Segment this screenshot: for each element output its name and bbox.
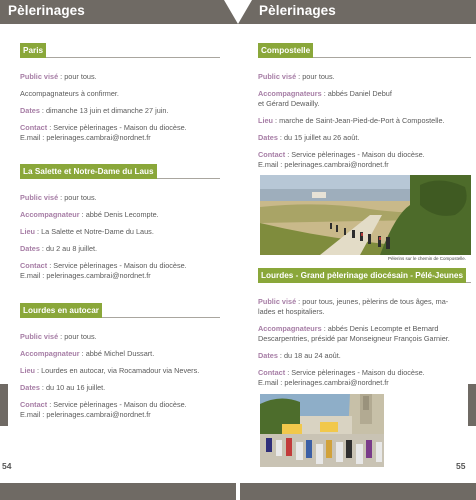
dates-key: Dates xyxy=(20,244,40,253)
contact-key: Contact xyxy=(20,400,48,409)
email-line: E.mail : pelerinages.cambrai@nordnet.fr xyxy=(258,160,389,169)
lieu-key: Lieu xyxy=(258,116,273,125)
section-heading xyxy=(20,43,220,58)
section-title: Compostelle xyxy=(258,43,313,58)
email-line: E.mail : pelerinages.cambrai@nordnet.fr xyxy=(20,410,151,419)
lourdes-procession-photo xyxy=(260,394,384,467)
accompagnateurs-key: Accompagnateurs xyxy=(258,89,322,98)
email-line: E.mail : pelerinages.cambrai@nordnet.fr xyxy=(258,378,389,387)
dates-key: Dates xyxy=(20,106,40,115)
page-number-right: 55 xyxy=(456,461,466,471)
dates-key: Dates xyxy=(258,351,278,360)
accompagnateurs-value-cont: Descarpentries, présidé par Monseigneur François Garnier. xyxy=(258,334,450,343)
public-value: : pour tous, jeunes, pèlerins de tous âges, ma- xyxy=(296,297,449,306)
email-line: E.mail : pelerinages.cambrai@nordnet.fr xyxy=(20,133,151,142)
contact-key: Contact xyxy=(20,123,48,132)
dates-value: : du 10 au 16 juillet. xyxy=(39,383,106,392)
section-title: Paris xyxy=(20,43,46,58)
left-edge-tab xyxy=(0,384,8,426)
section-body xyxy=(258,72,471,170)
lieu-value: : La Salette et Notre-Dame du Laus. xyxy=(35,227,154,236)
page-title-right: Pèlerinages xyxy=(259,3,336,18)
public-value: : pour tous. xyxy=(58,72,97,81)
section-body xyxy=(20,193,220,281)
dates-key: Dates xyxy=(20,383,40,392)
header-fold-notch xyxy=(224,0,252,24)
public-key: Public visé xyxy=(20,332,59,341)
section-heading xyxy=(258,43,471,58)
public-value-cont: lades et hospitaliers. xyxy=(258,307,325,316)
public-key: Public visé xyxy=(258,297,297,306)
accompagnateurs-value: : abbés Daniel Debuf xyxy=(321,89,392,98)
contact-value: : Service pèlerinages - Maison du diocèse. xyxy=(47,261,187,270)
lieu-key: Lieu xyxy=(20,366,35,375)
section-heading xyxy=(20,164,220,179)
contact-key: Contact xyxy=(258,150,286,159)
section-lourdes-grand-pelerinage xyxy=(258,268,471,388)
right-edge-tab xyxy=(468,384,476,426)
contact-key: Contact xyxy=(20,261,48,270)
contact-value: : Service pèlerinages - Maison du diocèse. xyxy=(47,400,187,409)
public-key: Public visé xyxy=(258,72,297,81)
section-heading xyxy=(20,303,220,318)
public-value: : pour tous. xyxy=(296,72,335,81)
accompagnateur-value: : abbé Michel Dussart. xyxy=(79,349,155,358)
dates-value: : du 15 juillet au 26 août. xyxy=(277,133,360,142)
public-key: Public visé xyxy=(20,72,59,81)
section-paris xyxy=(20,43,220,143)
accompagnateurs-line: Accompagnateurs à confirmer. xyxy=(20,89,119,98)
contact-value: : Service pèlerinages - Maison du diocèse. xyxy=(47,123,187,132)
public-key: Public visé xyxy=(20,193,59,202)
public-value: : pour tous. xyxy=(58,332,97,341)
section-body xyxy=(20,332,220,420)
email-line: E.mail : pelerinages.cambrai@nordnet.fr xyxy=(20,271,151,280)
section-heading xyxy=(258,268,471,283)
lieu-key: Lieu xyxy=(20,227,35,236)
section-title: Lourdes en autocar xyxy=(20,303,102,318)
accompagnateurs-key: Accompagnateurs xyxy=(258,324,322,333)
lieu-value: : Lourdes en autocar, via Rocamadour via Nevers. xyxy=(35,366,200,375)
section-body xyxy=(258,297,471,388)
accompagnateurs-value-cont: et Gérard Dewailly. xyxy=(258,99,320,108)
contact-value: : Service pèlerinages - Maison du diocèse. xyxy=(285,150,425,159)
dates-key: Dates xyxy=(258,133,278,142)
accompagnateur-value: : abbé Denis Lecompte. xyxy=(79,210,159,219)
dates-value: : du 2 au 8 juillet. xyxy=(39,244,98,253)
accompagnateur-key: Accompagnateur xyxy=(20,349,80,358)
footer-spine-gap xyxy=(236,483,240,500)
lieu-value: : marche de Saint-Jean-Pied-de-Port à Compostelle. xyxy=(273,116,445,125)
section-body xyxy=(20,72,220,143)
section-title: La Salette et Notre-Dame du Laus xyxy=(20,164,157,179)
section-compostelle xyxy=(258,43,471,170)
section-title: Lourdes - Grand pèlerinage diocésain - Pélé-Jeunes xyxy=(258,268,466,283)
accompagnateur-key: Accompagnateur xyxy=(20,210,80,219)
compostelle-pilgrims-photo xyxy=(260,175,471,255)
heading-rule xyxy=(20,57,220,58)
section-lourdes-autocar xyxy=(20,303,220,420)
public-value: : pour tous. xyxy=(58,193,97,202)
page-number-left: 54 xyxy=(2,461,12,471)
contact-key: Contact xyxy=(258,368,286,377)
dates-value: : dimanche 13 juin et dimanche 27 juin. xyxy=(39,106,169,115)
photo-caption: Pèlerins sur le chemin de Compostelle. xyxy=(388,256,467,261)
section-la-salette xyxy=(20,164,220,281)
dates-value: : du 18 au 24 août. xyxy=(277,351,341,360)
accompagnateurs-value: : abbés Denis Lecompte et Bernard xyxy=(321,324,439,333)
contact-value: : Service pèlerinages - Maison du diocèse. xyxy=(285,368,425,377)
page-title-left: Pèlerinages xyxy=(8,3,85,18)
